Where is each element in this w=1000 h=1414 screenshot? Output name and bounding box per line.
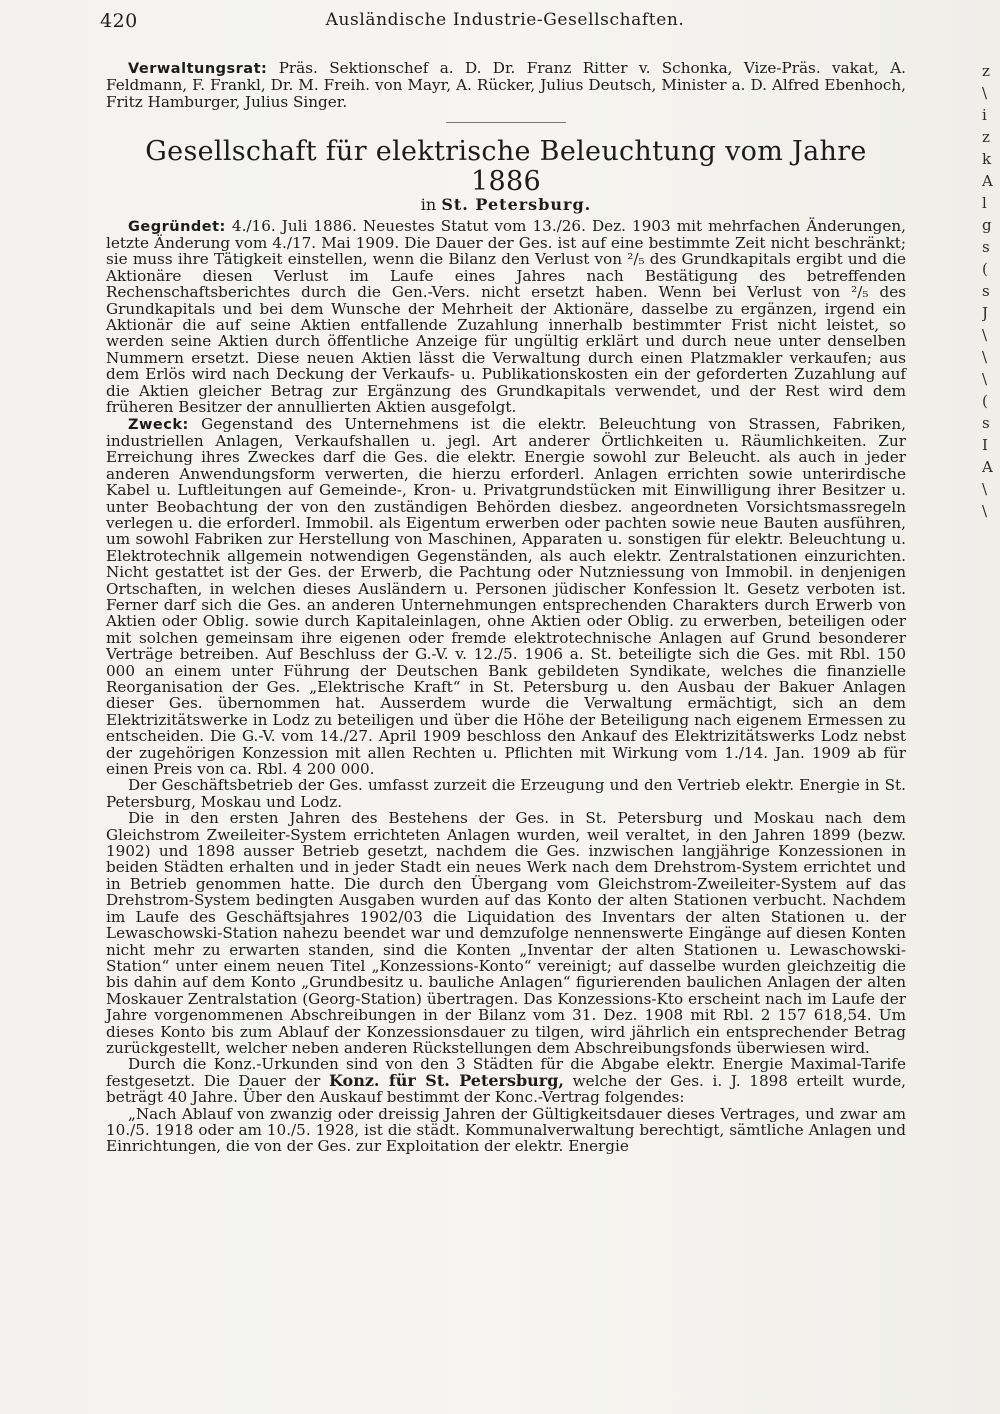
- quote-paragraph: „Nach Ablauf von zwanzig oder dreissig Jahren der Gültigkeitsdauer dieses Vertrages, und zwar am 10./5. 1918 oder am 10./5. 1928, ist die städt. Kommunalverwaltung berechtigt, sämtliche Anlagen und Einrichtungen, die von der Ges. zur Exploitation der elektr. Energie: [106, 1104, 906, 1156]
- margin-char: J: [982, 304, 989, 322]
- section-divider: [446, 122, 566, 123]
- margin-char: \: [982, 348, 988, 366]
- page-body: [106, 60, 906, 1155]
- margin-char: (: [982, 260, 988, 278]
- business-paragraph: Der Geschäftsbetrieb der Ges. umfasst zurzeit die Erzeugung und den Vertrieb elektr. Energie in St. Petersburg, Moskau und Lodz.: [106, 776, 906, 811]
- tariffs-text-before: Durch die Konz.-Urkunden sind von den 3 Städten für die Abgabe elektr. Energie Maximal-Tarife festgesetzt. Die Dauer der: [106, 1055, 906, 1090]
- margin-char: (: [982, 392, 988, 410]
- adjacent-page-margin: [982, 60, 1000, 540]
- company-location: [106, 197, 906, 213]
- history-paragraph: Die in den ersten Jahren des Bestehens der Ges. in St. Petersburg und Moskau nach dem Gleichstrom Zweileiter-System errichteten Anlagen wurden, weil veraltet, in den Jahren 1899 (bezw. 1902) und 1898 ausser Betrieb gesetzt, nachdem die Ges. inzwischen langjährige Konzessionen in beiden Städten erhalten und in jeder Stadt ein neues Werk nach dem Drehstrom-System errichtet und in Betrieb genommen hatte. Die durch den Übergang vom Gleichstrom-Zweileiter-System auf das Drehstrom-System bedingten Ausgaben wurden auf das Konto der alten Stationen verbucht. Nachdem im Laufe des Geschäftsjahres 1902/03 die Liquidation des Inventars der alten Stationen u. der Lewaschowski-Station nahezu beendet war und demzufolge nennenswerte Eingänge auf diesen Konten nicht mehr zu erwarten standen, sind die Konten „Inventar der alten Stationen u. Lewaschowski-Station“ unter einem neuen Titel „Konzessions-Konto“ vereinigt; auf dasselbe wurden gleichzeitig die bis dahin auf dem Konto „Grundbesitz u. bauliche Anlagen“ figurierenden baulichen Anlagen der alten Moskauer Zentralstation (Georg-Station) übertragen. Das Konzessions-Kto erscheint nach im Laufe der Jahre vorgenommenen Abschreibungen in der Bilanz vom 31. Dez. 1908 mit Rbl. 2 157 618,54. Um dieses Konto bis zum Ablauf der Konzessionsdauer zu tilgen, wird jährlich ein entsprechender Betrag zurückgestellt, welcher neben anderen Rückstellungen dem Abschreibungsfonds überwiesen wird.: [106, 809, 906, 1057]
- margin-char: s: [982, 414, 990, 432]
- page-number: 420: [100, 10, 138, 32]
- page-header: [100, 10, 910, 36]
- margin-char: \: [982, 326, 988, 344]
- running-head: Ausländische Industrie-Gesellschaften.: [325, 10, 685, 30]
- administrative-board-paragraph: [106, 60, 906, 110]
- margin-char: \: [982, 370, 988, 388]
- margin-char: \: [982, 84, 988, 102]
- purpose-label: Zweck:: [128, 416, 189, 433]
- purpose-text: Gegenstand des Unternehmens ist die elektr. Beleuchtung von Strassen, Fabriken, industriellen Anlagen, Verkaufshallen u. jegl. Art anderer Örtlichkeiten u. Räumlichkeiten. Zur Erreichung ihres Zweckes darf die Ges. die elektr. Energie sowohl zur Beleucht. als auch in jeder anderen Anwendungsform verwerten, die hierzu erforderl. Anlagen errichten sowie unterirdische Kabel u. Luftleitungen auf Gemeinde-, Kron- u. Privatgrundstücken mit Einwilligung ihrer Besitzer u. unter Beobachtung der von den zuständigen Behörden diesbez. angeordneten Vorsichtsmassregeln verlegen u. die erforderl. Immobil. als Eigentum erwerben oder pachten sowie neue Bauten ausführen, um sowohl Fabriken zur Herstellung von Maschinen, Apparaten u. sonstigen für elektr. Beleuchtung u. Elektrotechnik allgemein notwendigen Gegenständen, als auch elektr. Zentralstationen einzurichten. Nicht gestattet ist der Ges. der Erwerb, die Pachtung oder Nutzniessung von Immobil. in denjenigen Ortschaften, in welchen dieses Ausländern u. Personen jüdischer Konfession lt. Gesetz verboten ist. Ferner darf sich die Ges. an anderen Unternehmungen entsprechenden Charakters durch Erwerb von Aktien oder Oblig. sowie durch Kapitaleinlagen, ohne Aktien oder Oblig. zu erwerben, beteiligen oder mit solchen gemeinsam ihre eigenen oder fremde elektrotechnische Anlagen auf Grund besonderer Verträge betreiben. Auf Beschluss der G.-V. v. 12./5. 1906 a. St. beteiligte sich die Ges. mit Rbl. 150 000 an einem unter Führung der Deutschen Bank gebildeten Syndikate, welches die finanzielle Reorganisation der Ges. „Elektrische Kraft“ in St. Petersburg u. den Ausbau der Bakuer Anlagen dieser Ges. übernommen hat. Ausserdem wurde die Verwaltung ermächtigt, sich an dem Elektrizitätswerke in Lodz zu beteiligen und über die Höhe der Beteiligung nach eigenem Ermessen zu entscheiden. Die G.-V. vom 14./27. April 1909 beschloss den Ankauf des Elektrizitätswerks Lodz nebst der zugehörigen Konzession mit allen Rechten u. Pflichten mit Wirkung vom 1./14. Jan. 1909 ab für einen Preis von ca. Rbl. 4 200 000.: [106, 414, 907, 779]
- margin-char: i: [982, 106, 987, 124]
- margin-char: \: [982, 480, 988, 498]
- margin-char: z: [982, 62, 990, 80]
- administrative-board-label: Verwaltungsrat:: [128, 61, 268, 77]
- founded-text: 4./16. Juli 1886. Neuestes Statut vom 13./26. Dez. 1903 mit mehrfachen Änderungen, letzte Änderung vom 4./17. Mai 1909. Die Dauer der Ges. ist auf eine bestimmte Zeit nicht beschränkt; sie muss ihre Tätigkeit einstellen, wenn die Bilanz den Verlust von ²/₅ des Grundkapitals ergibt und die Aktionäre diesen Verlust im Laufe eines Jahres nach Bestätigung des betreffenden Rechenschaftsberichtes durch die Gen.-Vers. nicht ersetzt haben. Wenn bei Verlust von ²/₅ des Grundkapitals und bei dem Wunsche der Mehrheit der Aktionäre, dasselbe zu ergänzen, irgend ein Aktionär die auf seine Aktien entfallende Zuzahlung innerhalb bestimmter Frist nicht leistet, so werden seine Aktien durch öffentliche Anzeige für ungültig erklärt und durch neue unter denselben Nummern ersetzt. Diese neuen Aktien lässt die Verwaltung durch einen Platzmakler verkaufen; aus dem Erlös wird nach Deckung der Verkaufs- u. Publikationskosten ein der geforderten Zuzahlung auf die Aktien gleicher Betrag zur Ergänzung des Grundkapitals verwendet, und der Rest wird dem früheren Besitzer der annullierten Aktien ausgefolgt.: [106, 216, 906, 417]
- margin-char: k: [982, 150, 992, 168]
- founded-paragraph: [106, 218, 906, 416]
- administrative-board-text: Präs. Sektionschef a. D. Dr. Franz Ritter v. Schonka, Vize-Präs. vakat, A. Feldmann, F. Frankl, Dr. M. Freih. von Mayr, A. Rücker, Julius Deutsch, Minister a. D. Alfred Ebenhoch, Fritz Hamburger, Julius Singer.: [106, 59, 907, 111]
- margin-char: \: [982, 502, 988, 520]
- margin-char: l: [982, 194, 987, 212]
- margin-char: A: [982, 458, 993, 476]
- margin-char: I: [982, 436, 988, 454]
- purpose-paragraph: [106, 416, 906, 778]
- location-prefix: in: [420, 195, 437, 215]
- tariffs-text-after: welche der Ges. i. J. 1898 erteilt wurde, beträgt 40 Jahre. Über den Auskauf bestimmt der Konc.-Vertrag folgendes:: [106, 1071, 907, 1107]
- margin-char: g: [982, 216, 992, 234]
- margin-char: s: [982, 282, 990, 300]
- company-title: Gesellschaft für elektrische Beleuchtung vom Jahre 1886: [145, 136, 867, 198]
- margin-char: z: [982, 128, 990, 146]
- margin-char: s: [982, 238, 990, 256]
- margin-char: A: [982, 172, 993, 190]
- location-city: St. Petersburg.: [441, 195, 592, 215]
- tariffs-highlight: Konz. für St. Petersburg,: [328, 1070, 564, 1090]
- tariffs-paragraph: [106, 1056, 906, 1105]
- founded-label: Gegründet:: [128, 218, 226, 235]
